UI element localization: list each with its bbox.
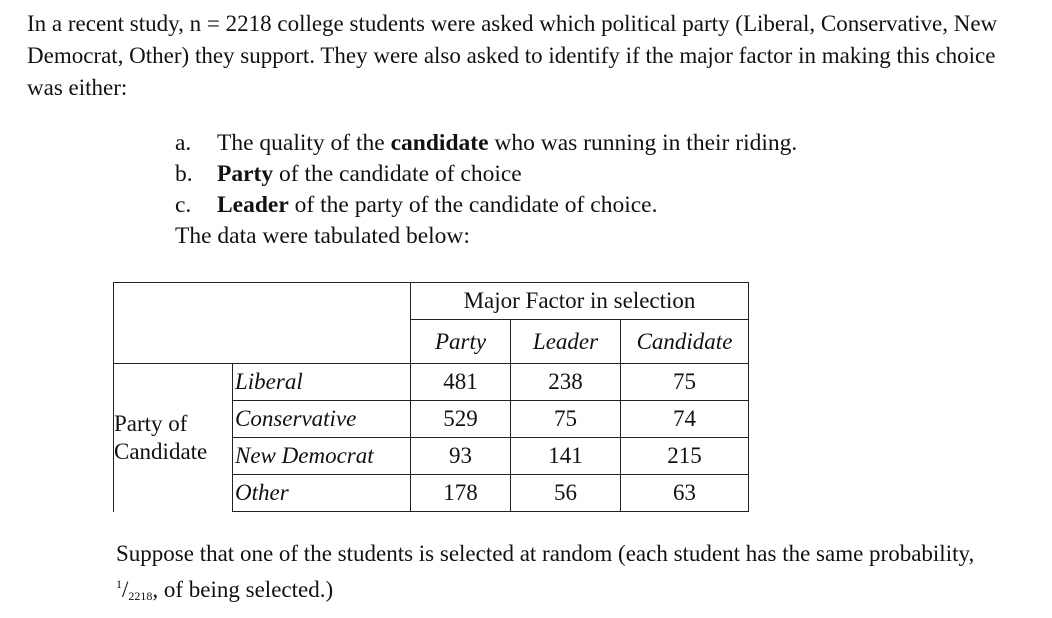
table-cell: 75 [621, 364, 749, 401]
row-label-other: Other [233, 475, 411, 512]
table-cell: 141 [511, 438, 621, 475]
table-cell: 75 [511, 401, 621, 438]
table-row [114, 364, 749, 401]
table-cell: 56 [511, 475, 621, 512]
table-cell: 481 [411, 364, 511, 401]
row-group-label: Party of Candidate [114, 364, 233, 512]
data-table [113, 282, 749, 512]
table-corner-cell [114, 283, 411, 364]
col-header-leader: Leader [511, 320, 621, 364]
outro-paragraph: Suppose that one of the students is selected at random (each student has the same probability, $^1/_{2218}$, of being selected.) [116, 541, 975, 603]
table-cell: 74 [621, 401, 749, 438]
tabulated-note: The data were tabulated below: [175, 223, 470, 249]
col-header-candidate: Candidate [621, 320, 749, 364]
row-label-conservative: Conservative [233, 401, 411, 438]
table-cell: 178 [411, 475, 511, 512]
option-keyword: Party [217, 161, 274, 187]
option-letter: b. [175, 161, 193, 187]
row-label-new-democrat: New Democrat [233, 438, 411, 475]
header-group-label: Major Factor in selection [411, 283, 749, 320]
table-cell: 63 [621, 475, 749, 512]
option-letter: a. [175, 130, 192, 156]
table-header-row [114, 283, 749, 320]
option-c: c. Leader of the party of the candidate of choice. [175, 190, 995, 221]
row-label-liberal: Liberal [233, 364, 411, 401]
option-a: a. The quality of the candidate who was running in their riding. [175, 128, 995, 159]
table-cell: 93 [411, 438, 511, 475]
table-cell: 238 [511, 364, 621, 401]
table-cell: 529 [411, 401, 511, 438]
options-list [175, 128, 995, 252]
col-header-party: Party [411, 320, 511, 364]
intro-paragraph: In a recent study, n = 2218 college students were asked which political party (Liberal, Conservative, New Democrat, Other) they support. They were also asked to identify if the major factor in making this choice was either: [27, 11, 998, 100]
option-keyword: Leader [217, 192, 289, 218]
probability-fraction: $^1/_{2218}$ [116, 577, 153, 603]
option-b: b. Party of the candidate of choice [175, 159, 995, 190]
table-cell: 215 [621, 438, 749, 475]
option-keyword: candidate [390, 130, 489, 156]
option-letter: c. [175, 192, 192, 218]
